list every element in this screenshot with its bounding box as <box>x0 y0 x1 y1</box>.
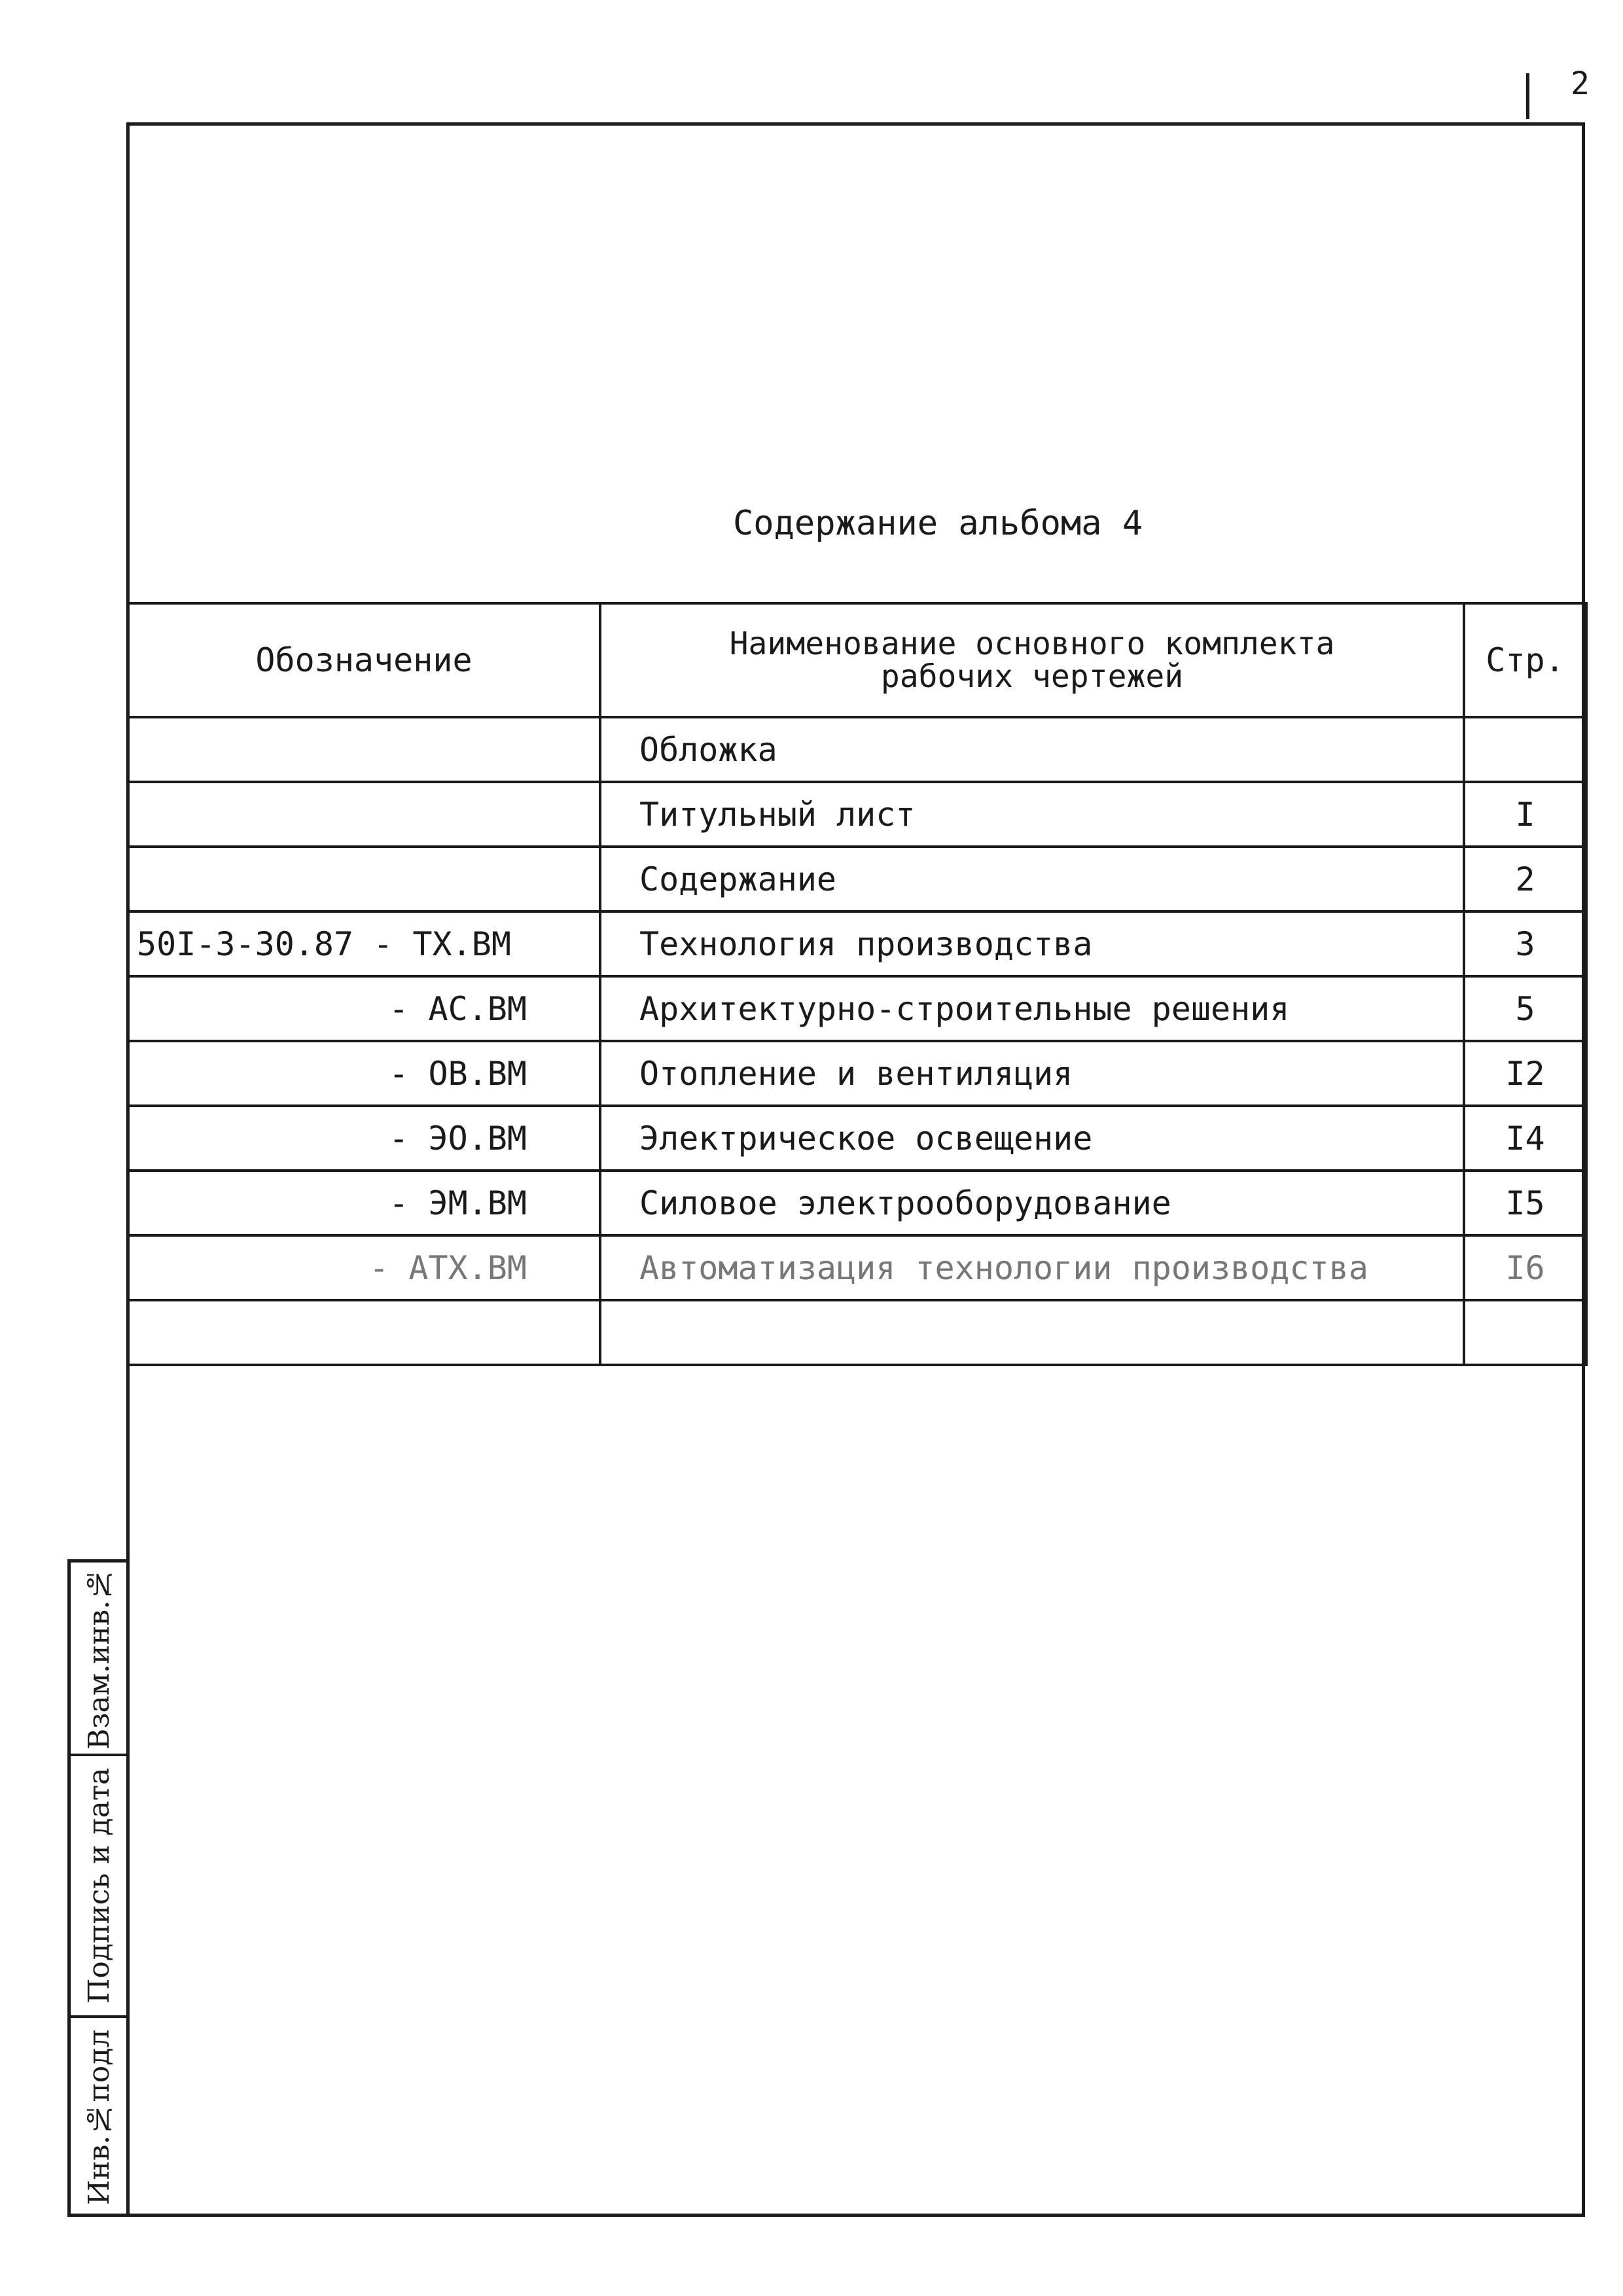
header-name-line2: рабочих чертежей <box>880 658 1184 695</box>
row-code: - ЭМ.ВМ <box>128 1171 600 1235</box>
row-code: - АС.ВМ <box>128 976 600 1041</box>
row-page <box>1464 717 1586 782</box>
row-name-empty <box>600 1300 1464 1365</box>
row-code: - АТХ.ВМ <box>128 1235 600 1300</box>
header-page: Стр. <box>1464 603 1586 717</box>
page-title: Содержание альбома 4 <box>733 504 1143 543</box>
row-page: I6 <box>1464 1235 1586 1300</box>
row-name: Силовое электрооборудование <box>600 1171 1464 1235</box>
page-number: 2 <box>1571 65 1590 102</box>
header-name-line1: Наименование основного комплекта <box>729 626 1335 662</box>
row-name: Обложка <box>600 717 1464 782</box>
table-row <box>128 1171 1586 1235</box>
row-page-empty <box>1464 1300 1586 1365</box>
table-row-empty <box>128 1300 1586 1365</box>
contents-table <box>126 602 1588 1366</box>
row-name: Автоматизация технологии производства <box>600 1235 1464 1300</box>
row-page: I2 <box>1464 1041 1586 1106</box>
table-row <box>128 1106 1586 1171</box>
row-code <box>128 847 600 911</box>
row-page: I5 <box>1464 1171 1586 1235</box>
table-row <box>128 1235 1586 1300</box>
row-name: Отопление и вентиляция <box>600 1041 1464 1106</box>
table-row <box>128 911 1586 976</box>
table-row <box>128 1041 1586 1106</box>
side-stamp <box>67 1559 126 2217</box>
row-page: I4 <box>1464 1106 1586 1171</box>
row-name: Титульный лист <box>600 782 1464 847</box>
page-number-divider <box>1526 73 1529 119</box>
row-name: Содержание <box>600 847 1464 911</box>
row-name: Электрическое освещение <box>600 1106 1464 1171</box>
table-row <box>128 847 1586 911</box>
stamp-signature-date: Подпись и дата <box>82 1767 116 2004</box>
row-code <box>128 717 600 782</box>
row-page: 2 <box>1464 847 1586 911</box>
row-page: 5 <box>1464 976 1586 1041</box>
stamp-inv-podl: Инв.№подл <box>82 2029 116 2206</box>
stamp-vzam-inv: Взам.инв.№ <box>82 1566 116 1750</box>
table-header-row <box>128 603 1586 717</box>
table-row <box>128 717 1586 782</box>
table-row <box>128 782 1586 847</box>
row-code <box>128 782 600 847</box>
row-code: - ОВ.ВМ <box>128 1041 600 1106</box>
header-designation: Обозначение <box>128 603 600 717</box>
row-code: - ЭО.ВМ <box>128 1106 600 1171</box>
row-page: 3 <box>1464 911 1586 976</box>
row-name: Технология производства <box>600 911 1464 976</box>
row-name: Архитектурно-строительные решения <box>600 976 1464 1041</box>
table-row <box>128 976 1586 1041</box>
header-name <box>600 603 1464 717</box>
row-page: I <box>1464 782 1586 847</box>
row-code: 50I-3-30.87 - ТХ.ВМ <box>128 911 600 976</box>
row-code-empty <box>128 1300 600 1365</box>
